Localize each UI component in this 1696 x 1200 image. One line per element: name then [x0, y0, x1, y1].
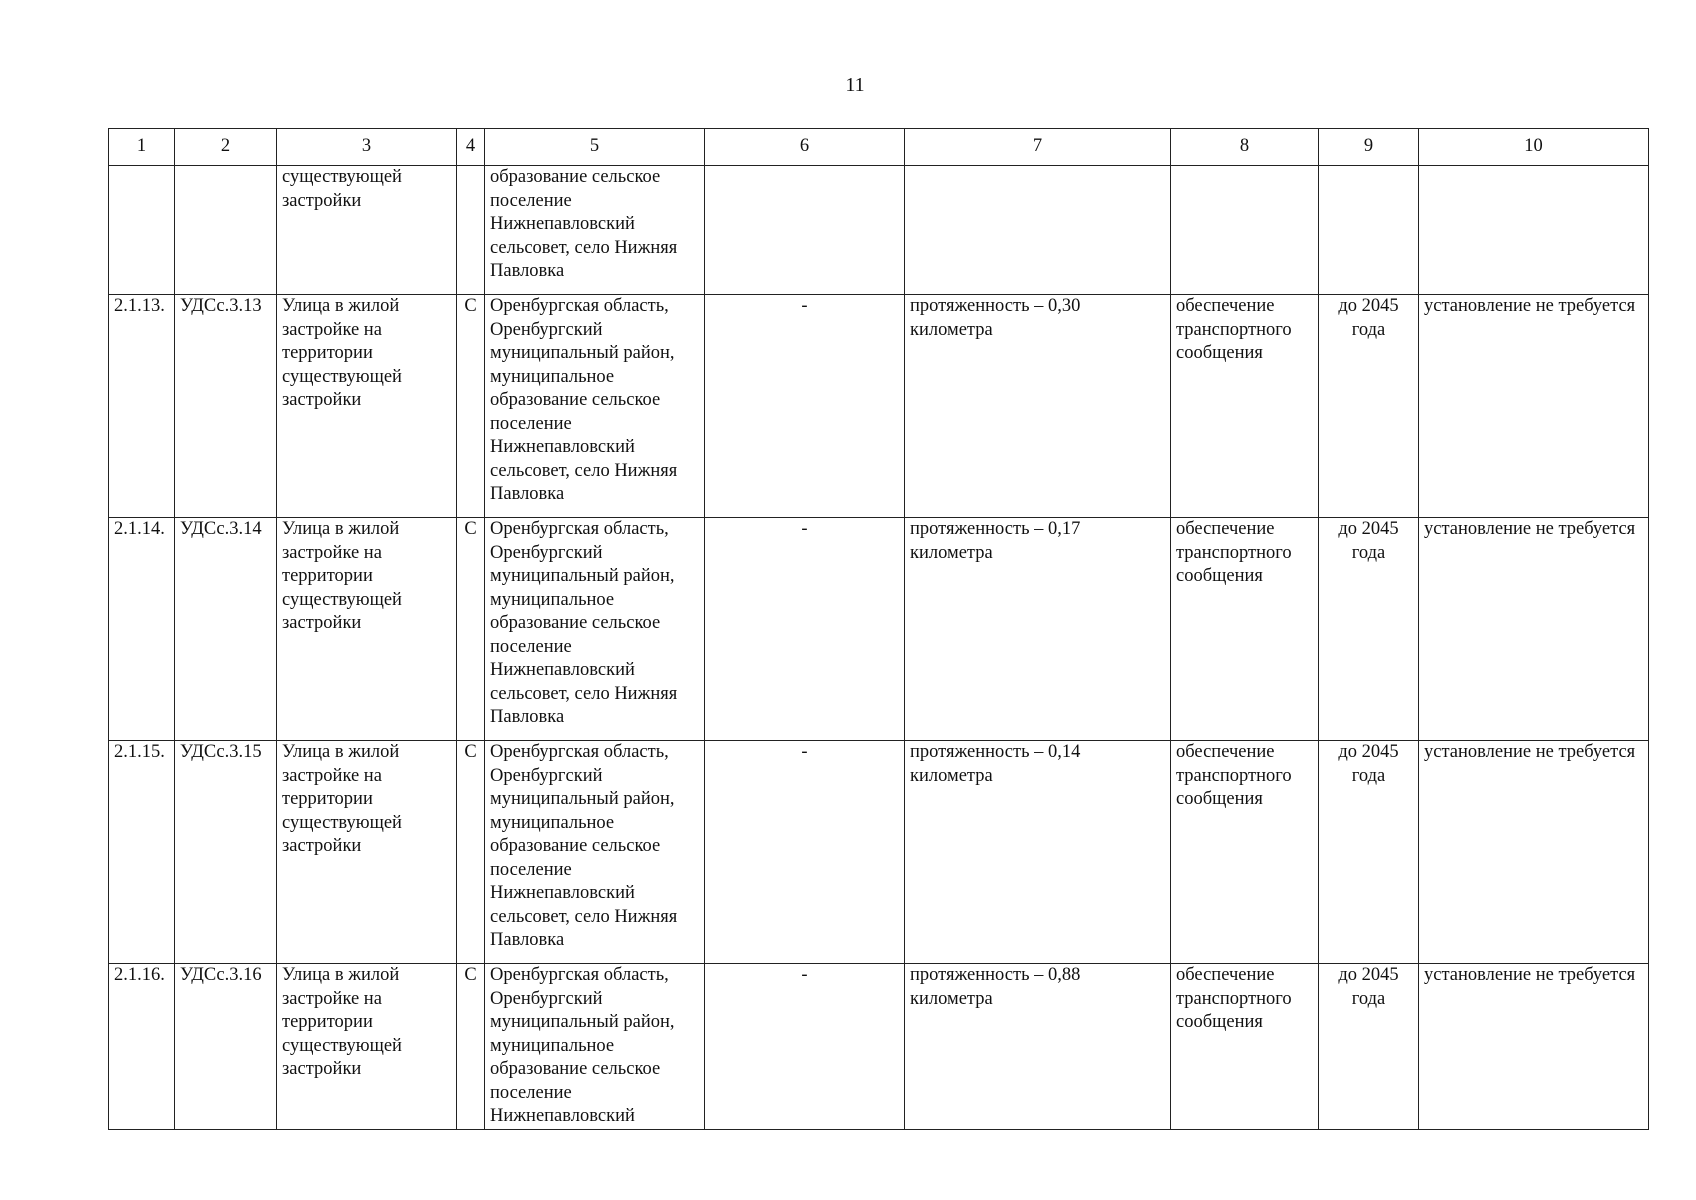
empty-cell [1171, 166, 1319, 295]
page-number: 11 [845, 74, 865, 96]
object-code-cell: УДСс.3.13 [175, 295, 277, 518]
zone-cell: установление не требуется [1419, 964, 1649, 1130]
location-cell: Оренбургская область, Оренбургский муниципальный район, муниципальное образование сельское поселение Нижнепавловский [485, 964, 705, 1130]
header-cell: 2 [175, 129, 277, 166]
status-cell: С [457, 741, 485, 964]
zone-cell: установление не требуется [1419, 741, 1649, 964]
row-number-cell: 2.1.15. [109, 741, 175, 964]
characteristic-cell: протяженность – 0,17 километра [905, 518, 1171, 741]
status-cell: С [457, 295, 485, 518]
object-code-cell: УДСс.3.16 [175, 964, 277, 1130]
continuation-row [109, 166, 1649, 295]
object-name-cell: существующей застройки [277, 166, 457, 295]
header-cell: 8 [1171, 129, 1319, 166]
object-name-cell: Улица в жилой застройке на территории существующей застройки [277, 518, 457, 741]
col6-cell: - [705, 964, 905, 1130]
deadline-cell [1319, 964, 1419, 1130]
deadline-text: до 2045 года [1338, 965, 1399, 1009]
purpose-cell: обеспечение транспортного сообщения [1171, 741, 1319, 964]
col6-cell: - [705, 741, 905, 964]
empty-cell [457, 166, 485, 295]
table-row [109, 295, 1649, 518]
row-number-cell: 2.1.16. [109, 964, 175, 1130]
object-code-cell: УДСс.3.15 [175, 741, 277, 964]
object-code-cell: УДСс.3.14 [175, 518, 277, 741]
empty-cell [1419, 166, 1649, 295]
header-cell: 3 [277, 129, 457, 166]
status-cell: С [457, 964, 485, 1130]
empty-cell [1319, 166, 1419, 295]
header-cell: 9 [1319, 129, 1419, 166]
empty-cell [705, 166, 905, 295]
header-cell: 7 [905, 129, 1171, 166]
empty-cell [905, 166, 1171, 295]
header-row [109, 129, 1649, 166]
status-cell: С [457, 518, 485, 741]
row-number-cell: 2.1.13. [109, 295, 175, 518]
purpose-cell: обеспечение транспортного сообщения [1171, 964, 1319, 1130]
header-cell: 1 [109, 129, 175, 166]
location-cell: Оренбургская область, Оренбургский муниципальный район, муниципальное образование сельское поселение Нижнепавловский сельсовет, село Нижняя Павловка [485, 295, 705, 518]
object-name-cell: Улица в жилой застройке на территории существующей застройки [277, 741, 457, 964]
deadline-cell [1319, 295, 1419, 518]
empty-cell [175, 166, 277, 295]
col6-cell: - [705, 295, 905, 518]
row-number-cell: 2.1.14. [109, 518, 175, 741]
col6-cell: - [705, 518, 905, 741]
table-row [109, 518, 1649, 741]
planning-table [108, 128, 1649, 1130]
characteristic-cell: протяженность – 0,30 километра [905, 295, 1171, 518]
deadline-text: до 2045 года [1338, 296, 1399, 340]
purpose-cell: обеспечение транспортного сообщения [1171, 518, 1319, 741]
location-cell: Оренбургская область, Оренбургский муниципальный район, муниципальное образование сельское поселение Нижнепавловский сельсовет, село Нижняя Павловка [485, 518, 705, 741]
header-cell: 10 [1419, 129, 1649, 166]
zone-cell: установление не требуется [1419, 518, 1649, 741]
header-cell: 6 [705, 129, 905, 166]
location-cell: Оренбургская область, Оренбургский муниципальный район, муниципальное образование сельское поселение Нижнепавловский сельсовет, село Нижняя Павловка [485, 741, 705, 964]
table-row [109, 964, 1649, 1130]
object-name-cell: Улица в жилой застройке на территории существующей застройки [277, 295, 457, 518]
deadline-text: до 2045 года [1338, 742, 1399, 786]
deadline-cell [1319, 518, 1419, 741]
characteristic-cell: протяженность – 0,14 километра [905, 741, 1171, 964]
empty-cell [109, 166, 175, 295]
deadline-cell [1319, 741, 1419, 964]
zone-cell: установление не требуется [1419, 295, 1649, 518]
purpose-cell: обеспечение транспортного сообщения [1171, 295, 1319, 518]
characteristic-cell: протяженность – 0,88 километра [905, 964, 1171, 1130]
object-name-cell: Улица в жилой застройке на территории существующей застройки [277, 964, 457, 1130]
deadline-text: до 2045 года [1338, 519, 1399, 563]
location-cell: образование сельское поселение Нижнепавловский сельсовет, село Нижняя Павловка [485, 166, 705, 295]
header-cell: 4 [457, 129, 485, 166]
table-row [109, 741, 1649, 964]
header-cell: 5 [485, 129, 705, 166]
